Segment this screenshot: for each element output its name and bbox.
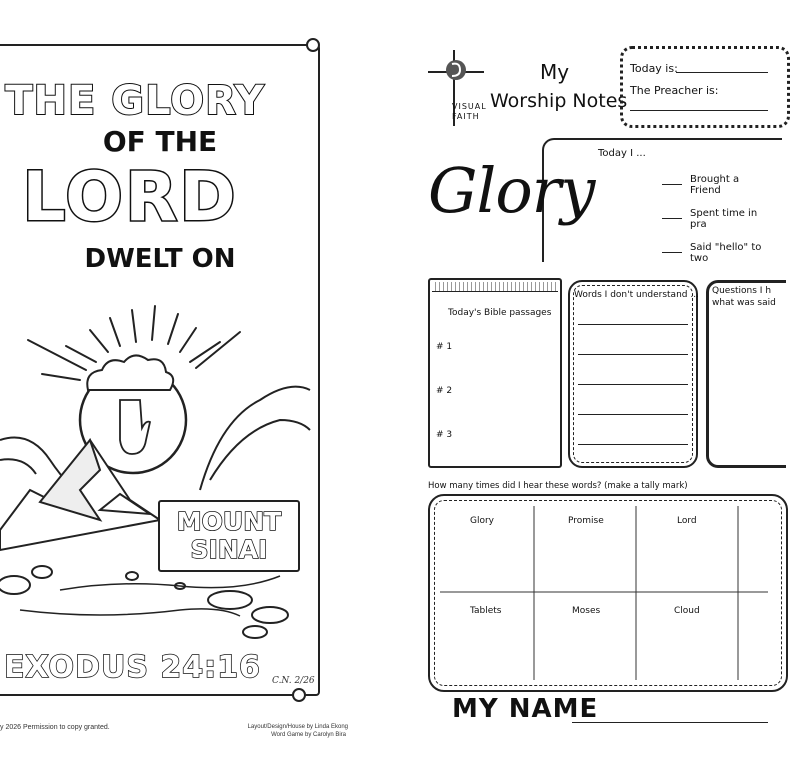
check-line[interactable] [662, 252, 682, 253]
tally-word-promise: Promise [568, 516, 604, 526]
preacher-line[interactable] [630, 110, 768, 111]
words-line[interactable] [578, 324, 688, 325]
frame-corner-ornament [292, 688, 306, 702]
words-line[interactable] [578, 414, 688, 415]
tally-word-moses: Moses [572, 606, 601, 616]
cover-title-line2: OF THE [102, 125, 218, 158]
passage-1-label: # 1 [436, 342, 453, 352]
tally-prompt: How many times did I hear these words? (make a tally mark) [428, 481, 688, 491]
questions-box [706, 280, 786, 468]
tally-word-cloud: Cloud [674, 606, 700, 616]
questions-title: Questions I h [712, 286, 772, 296]
today-is-label: Today is: [630, 62, 678, 75]
tally-word-tablets: Tablets [470, 606, 502, 616]
check-item-hello: Said "hello" to two [690, 242, 762, 264]
words-line[interactable] [578, 444, 688, 445]
bible-passages-title: Today's Bible passages [448, 308, 552, 318]
cover-title-line4: DWELT ON [84, 244, 236, 274]
mount-sinai-label-box [158, 500, 300, 572]
big-word-glory: Glory [428, 154, 595, 227]
words-title: Words I don't understand ... [574, 290, 699, 300]
today-i-label: Today I ... [598, 148, 646, 159]
logo-text-faith: FAITH [452, 112, 480, 121]
check-line[interactable] [662, 184, 682, 185]
copyright-footer: y 2026 Permission to copy granted. [0, 724, 110, 731]
mount-label: MOUNT [176, 507, 282, 536]
artist-signature: C.N. 2/26 [272, 676, 315, 686]
mount-sinai-illustration [0, 290, 320, 650]
check-line[interactable] [662, 218, 682, 219]
check-item-prayer: Spent time in pra [690, 208, 758, 230]
today-is-line[interactable] [676, 72, 768, 73]
cover-title-line1: THE GLORY [5, 78, 265, 124]
cloud [87, 355, 173, 390]
sinai-label: SINAI [190, 535, 268, 564]
heading-my: My [540, 60, 570, 84]
heading-worship-notes: Worship Notes [490, 90, 628, 112]
book-pages-edge [432, 282, 558, 292]
rocks [0, 566, 288, 638]
words-line[interactable] [578, 384, 688, 385]
words-box [568, 280, 698, 468]
my-name-label: MY NAME [452, 694, 599, 724]
my-name-line[interactable] [572, 722, 768, 723]
passage-2-label: # 2 [436, 386, 453, 396]
tally-word-glory: Glory [470, 516, 495, 526]
scripture-reference: EXODUS 24:16 [4, 650, 261, 685]
cover-title-line3: LORD [22, 158, 238, 237]
words-line[interactable] [578, 354, 688, 355]
frame-corner-ornament [306, 38, 320, 52]
credits-line1: Layout/Design/House by Linda Ekong [247, 724, 348, 730]
preacher-label: The Preacher is: [630, 84, 719, 97]
tally-word-lord: Lord [677, 516, 697, 526]
credits-line2: Word Game by Carolyn Bira [271, 732, 346, 738]
passage-3-label: # 3 [436, 430, 453, 440]
check-item-friend: Brought a Friend [690, 174, 740, 196]
logo-text-visual: VISUAL [452, 102, 487, 111]
questions-subtitle: what was said [712, 298, 776, 308]
